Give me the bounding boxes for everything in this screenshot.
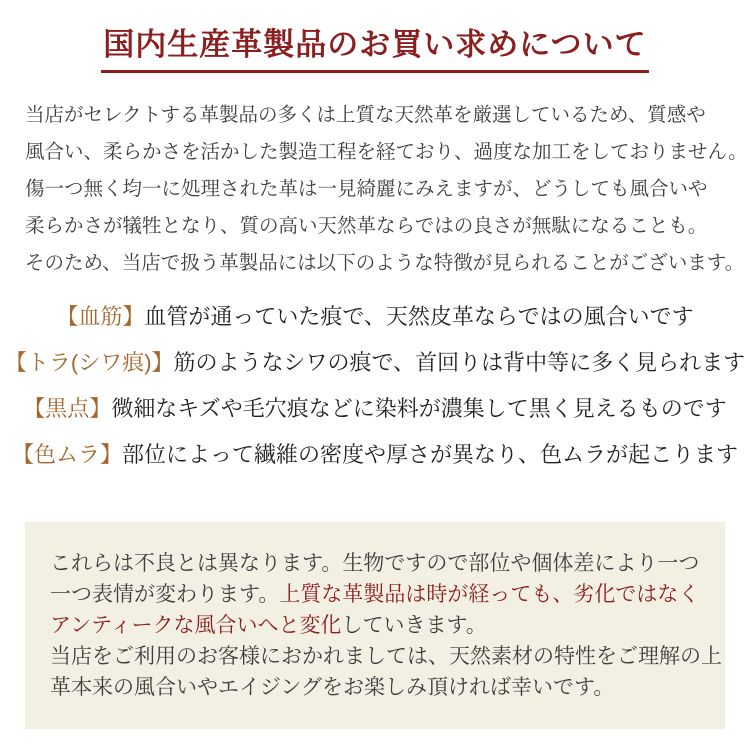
intro-line: そのため、当店で扱う革製品には以下のような特徴が見られることがございます。 [25, 252, 745, 274]
feature-item-chisuji [0, 304, 750, 330]
note-highlight-text: アンティークな風合いへと変化 [50, 612, 342, 637]
note-line [50, 641, 722, 672]
note-line [50, 548, 700, 579]
feature-text: 部位によって繊維の密度や厚さが異なり、色ムラが起こります [122, 441, 739, 467]
intro-line: 当店がセレクトする革製品の多くは上質な天然革を厳選しているため、質感や [25, 104, 706, 126]
note-text: 当店をご利用のお客様におかれましては、天然素材の特性をご理解の上 [50, 643, 722, 668]
feature-text: 血管が通っていた痕で、天然皮革ならではの風合いです [144, 303, 694, 329]
feature-item-tora [0, 350, 750, 376]
note-box [25, 522, 725, 729]
feature-label: 【色ムラ】 [11, 441, 122, 467]
note-text: 一つ表情が変わります。 [50, 581, 280, 606]
note-line [50, 579, 700, 610]
intro-line: 傷一つ無く均一に処理された革は一見綺麗にみえますが、どうしても風合いや [25, 178, 708, 200]
note-text: これらは不良とは異なります。生物ですので部位や個体差により一つ [50, 550, 700, 575]
page-title: 国内生産革製品のお買い求めについて [101, 26, 648, 73]
feature-text: 筋のようなシワの痕で、首回りは背中等に多く見られます [173, 349, 746, 375]
feature-item-kokuten [0, 396, 750, 422]
note-text: していきます。 [341, 612, 487, 637]
intro-paragraph [25, 97, 750, 282]
intro-line: 風合い、柔らかさを活かした製造工程を経ており、過度な加工をしておりません。 [25, 141, 748, 163]
title-wrap [0, 26, 750, 73]
intro-line: 柔らかさが犠牲となり、質の高い天然革ならではの良さが無駄になることも。 [25, 215, 708, 237]
feature-label: 【黒点】 [23, 395, 112, 421]
note-line [50, 672, 700, 703]
feature-text: 微細なキズや毛穴痕などに染料が濃集して黒く見えるものです [111, 395, 727, 421]
feature-item-iromura [0, 442, 750, 468]
feature-label: 【血筋】 [56, 303, 145, 329]
feature-label: 【トラ(シワ痕)】 [4, 349, 174, 375]
note-highlight-text: 上質な革製品は時が経っても、劣化ではなく [279, 581, 700, 606]
note-line [50, 610, 700, 641]
note-text: 革本来の風合いやエイジングをお楽しみ頂ければ幸いです。 [50, 674, 615, 699]
feature-list [0, 304, 750, 468]
